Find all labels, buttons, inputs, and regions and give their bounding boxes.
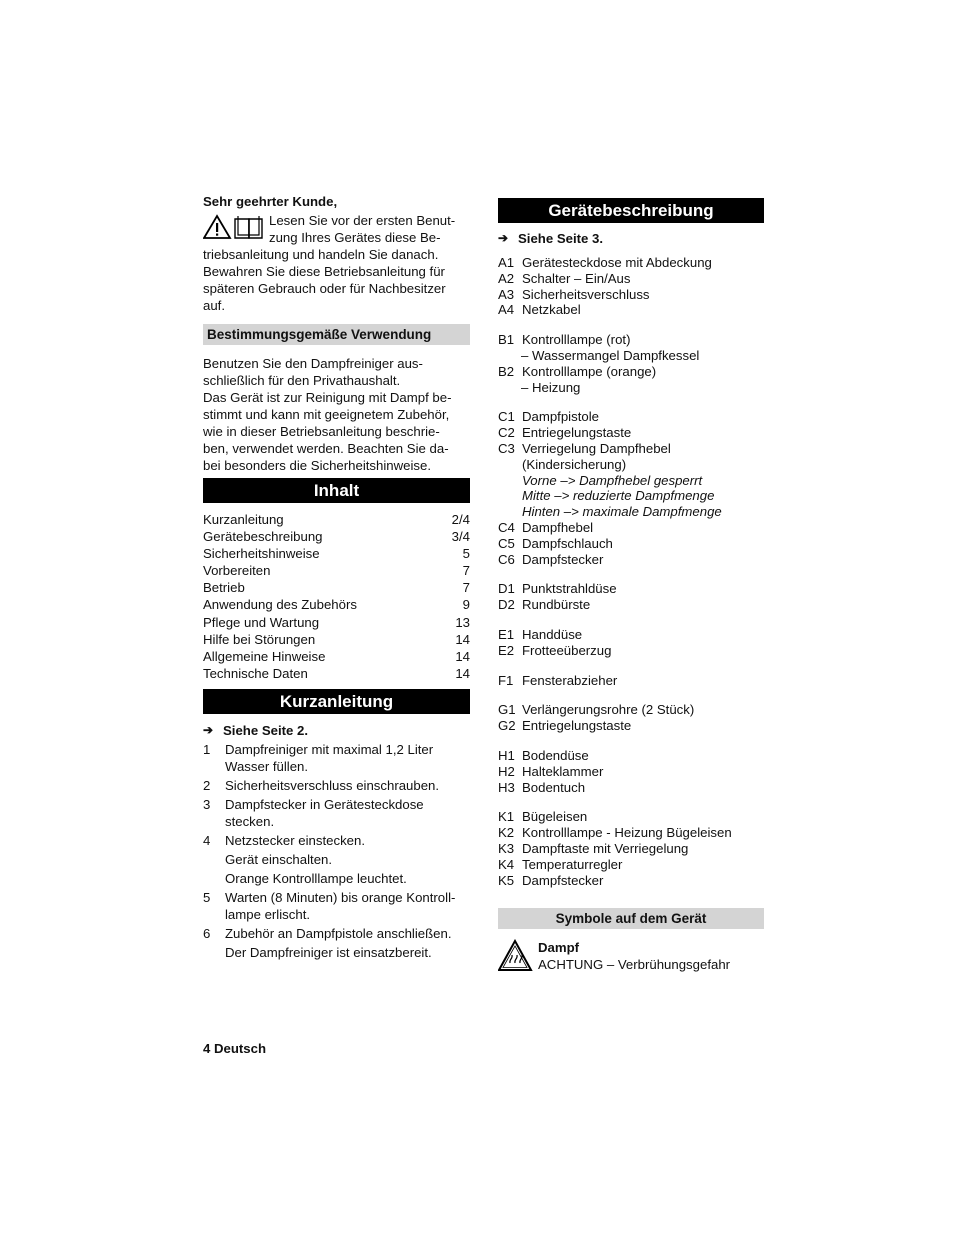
part-line: Handdüse xyxy=(522,626,583,642)
part-label xyxy=(522,520,764,536)
step-line: Dampfreiniger mit maximal 1,2 Liter xyxy=(225,741,434,757)
quick-step xyxy=(203,741,470,775)
step-note: Gerät einschalten. xyxy=(225,851,333,867)
part-label xyxy=(522,643,764,659)
step-line: Sicherheitsverschluss einschrauben. xyxy=(225,777,440,793)
step-line: Wasser füllen. xyxy=(225,758,309,774)
intended-use-line: bei besonders die Sicherheitshinweise. xyxy=(203,458,431,473)
part-code: K4 xyxy=(498,856,515,872)
toc-title: Pflege und Wartung xyxy=(203,614,320,630)
toc-row xyxy=(203,596,470,613)
toc-title: Gerätebeschreibung xyxy=(203,529,323,545)
quick-step xyxy=(203,777,470,794)
toc-page: 14 xyxy=(455,648,470,664)
right-column xyxy=(498,198,764,973)
toc-page: 5 xyxy=(462,546,470,562)
toc-title: Allgemeine Hinweise xyxy=(203,648,326,664)
intro-icons xyxy=(203,214,263,240)
part-code: E2 xyxy=(498,642,515,658)
step-line: stecken. xyxy=(225,813,275,829)
toc-row xyxy=(203,614,470,631)
part-line: Verlängerungsrohre (2 Stück) xyxy=(522,702,695,718)
toc-row xyxy=(203,511,470,528)
part-label xyxy=(522,271,764,287)
step-line: Zubehör an Dampfpistole anschließen. xyxy=(225,925,452,941)
part-code: E1 xyxy=(498,626,515,642)
step-text xyxy=(225,741,470,775)
part-line: Dampfstecker xyxy=(522,872,604,888)
step-note: Der Dampfreiniger ist einsatzbereit. xyxy=(225,944,432,960)
part-item xyxy=(498,748,764,764)
toc-page: 13 xyxy=(455,614,470,630)
device-heading: Gerätebeschreibung xyxy=(498,198,764,223)
part-line: Entriegelungstaste xyxy=(522,425,632,441)
part-group xyxy=(498,581,764,613)
toc-page: 14 xyxy=(455,631,470,647)
toc-title: Vorbereiten xyxy=(203,563,271,579)
toc-title: Betrieb xyxy=(203,580,245,596)
intended-use-line: wie in dieser Betriebsanleitung beschrie- xyxy=(203,424,440,439)
symbol-text: ACHTUNG – Verbrühungsgefahr xyxy=(538,957,731,973)
part-line: Fensterabzieher xyxy=(522,672,618,688)
part-code: C5 xyxy=(498,535,515,551)
part-line: – Wassermangel Dampfkessel xyxy=(521,347,700,363)
arrow-right-icon: ➔ xyxy=(203,722,214,737)
part-item xyxy=(498,857,764,873)
part-code: C1 xyxy=(498,409,515,425)
part-item xyxy=(498,520,764,536)
step-line: Warten (8 Minuten) bis orange Kontroll- xyxy=(225,889,456,905)
toc-page: 14 xyxy=(455,665,470,681)
part-line: Dampfhebel xyxy=(522,519,594,535)
greeting: Sehr geehrter Kunde, xyxy=(203,194,338,209)
part-group xyxy=(498,702,764,734)
symbols-heading: Symbole auf dem Gerät xyxy=(498,908,764,929)
part-label xyxy=(522,287,764,303)
part-label xyxy=(522,409,764,425)
part-code: G2 xyxy=(498,718,516,734)
part-line: Gerätesteckdose mit Abdeckung xyxy=(522,255,712,270)
part-line: Rundbürste xyxy=(522,597,591,613)
part-item xyxy=(498,302,764,318)
device-see-text: Siehe Seite 3. xyxy=(518,231,604,246)
toc-row xyxy=(203,648,470,665)
part-label xyxy=(522,780,764,796)
part-code: K3 xyxy=(498,840,515,856)
part-code: D2 xyxy=(498,597,515,613)
part-item xyxy=(498,627,764,643)
toc-title: Hilfe bei Störungen xyxy=(203,631,316,647)
toc-page: 7 xyxy=(462,563,470,579)
intended-use-text xyxy=(203,355,470,474)
part-label xyxy=(522,552,764,568)
part-label xyxy=(522,581,764,597)
step-text xyxy=(225,889,470,923)
part-item xyxy=(498,597,764,613)
part-group xyxy=(498,332,764,395)
manual-book-icon xyxy=(235,216,262,238)
part-label xyxy=(522,441,764,520)
step-text xyxy=(225,777,470,794)
step-number: 4 xyxy=(203,832,211,848)
part-label xyxy=(522,748,764,764)
part-item xyxy=(498,255,764,271)
part-option: Mitte –> reduzierte Dampfmenge xyxy=(522,488,715,504)
toc xyxy=(203,511,470,682)
intro-line: späteren Gebrauch oder für Nachbesitzer xyxy=(203,281,446,296)
part-code: K5 xyxy=(498,872,515,888)
part-line: Halteklammer xyxy=(522,763,604,779)
part-item xyxy=(498,643,764,659)
part-line: Kontrolllampe (orange) xyxy=(522,363,657,379)
part-group xyxy=(498,809,764,888)
part-line: Kontrolllampe (rot) xyxy=(522,332,631,348)
part-line: – Heizung xyxy=(521,379,581,395)
toc-page: 9 xyxy=(462,597,470,613)
part-group xyxy=(498,673,764,689)
quick-heading: Kurzanleitung xyxy=(203,689,470,714)
part-code: H2 xyxy=(498,763,515,779)
part-line: Bodentuch xyxy=(522,779,586,795)
quick-steps xyxy=(203,741,470,961)
part-group xyxy=(498,409,764,567)
intended-use-line: stimmt und kann mit geeignetem Zubehör, xyxy=(203,407,450,422)
step-line: lampe erlischt. xyxy=(225,906,311,922)
part-item xyxy=(498,425,764,441)
part-label xyxy=(522,764,764,780)
part-label xyxy=(522,718,764,734)
part-code: K2 xyxy=(498,825,515,841)
quick-step xyxy=(203,889,470,923)
part-item xyxy=(498,873,764,889)
step-line: Netzstecker einstecken. xyxy=(225,832,365,848)
part-item xyxy=(498,364,764,396)
part-code: C4 xyxy=(498,519,515,535)
part-item xyxy=(498,764,764,780)
toc-row xyxy=(203,562,470,579)
part-label xyxy=(522,841,764,857)
device-parts xyxy=(498,255,764,888)
part-item xyxy=(498,287,764,303)
intro-line: triebsanleitung und handeln Sie danach. xyxy=(203,247,439,262)
part-line: Entriegelungstaste xyxy=(522,718,632,734)
part-item xyxy=(498,825,764,841)
toc-page: 7 xyxy=(462,580,470,596)
part-item xyxy=(498,409,764,425)
intro-line: Lesen Sie vor der ersten Benut- xyxy=(269,213,456,228)
part-option: Hinten –> maximale Dampfmenge xyxy=(522,504,722,520)
part-item xyxy=(498,702,764,718)
part-item xyxy=(498,271,764,287)
toc-title: Kurzanleitung xyxy=(203,512,284,527)
part-code: D1 xyxy=(498,581,515,597)
part-code: C6 xyxy=(498,551,515,567)
intro xyxy=(203,212,470,314)
part-line: Bodendüse xyxy=(522,747,589,763)
part-item xyxy=(498,536,764,552)
step-number: 3 xyxy=(203,796,211,812)
part-label xyxy=(522,809,764,825)
toc-page: 2/4 xyxy=(451,512,470,527)
part-code: H3 xyxy=(498,779,515,795)
part-item xyxy=(498,441,764,520)
quick-step xyxy=(203,832,470,849)
part-code: B2 xyxy=(498,363,515,379)
part-code: B1 xyxy=(498,332,515,348)
part-label xyxy=(522,857,764,873)
step-text xyxy=(225,925,470,942)
part-item xyxy=(498,552,764,568)
part-code: H1 xyxy=(498,747,515,763)
part-label xyxy=(522,873,764,889)
part-item xyxy=(498,332,764,364)
quick-see-reference xyxy=(203,722,470,739)
part-line: Punktstrahldüse xyxy=(522,581,617,597)
toc-title: Technische Daten xyxy=(203,665,308,681)
step-number: 6 xyxy=(203,925,211,941)
symbol-row xyxy=(498,939,764,973)
part-item xyxy=(498,841,764,857)
toc-row xyxy=(203,545,470,562)
part-code: C3 xyxy=(498,440,515,456)
intended-use-line: schließlich für den Privathaushalt. xyxy=(203,373,401,388)
part-line: Dampfstecker xyxy=(522,551,604,567)
toc-row xyxy=(203,631,470,648)
part-group xyxy=(498,627,764,659)
part-label xyxy=(522,673,764,689)
part-group xyxy=(498,748,764,795)
part-option: Vorne –> Dampfhebel gesperrt xyxy=(522,472,703,488)
toc-title: Sicherheitshinweise xyxy=(203,546,320,562)
part-label xyxy=(522,332,764,364)
part-code: C2 xyxy=(498,425,515,441)
quick-see-text: Siehe Seite 2. xyxy=(223,722,309,738)
intro-line: auf. xyxy=(203,298,225,313)
symbol-title: Dampf xyxy=(538,940,580,956)
part-label xyxy=(522,627,764,643)
part-label xyxy=(522,597,764,613)
part-label xyxy=(522,364,764,396)
part-code: A4 xyxy=(498,302,515,318)
arrow-right-icon: ➔ xyxy=(498,231,509,245)
toc-title: Anwendung des Zubehörs xyxy=(203,597,357,613)
step-text xyxy=(225,796,470,830)
part-code: A1 xyxy=(498,255,515,270)
intro-line: Bewahren Sie diese Betriebsanleitung für xyxy=(203,264,445,279)
part-line: Schalter – Ein/Aus xyxy=(522,270,631,286)
quick-step xyxy=(203,796,470,830)
quick-step xyxy=(203,925,470,942)
step-number: 2 xyxy=(203,777,211,793)
part-line: Dampftaste mit Verriegelung xyxy=(522,840,689,856)
part-item xyxy=(498,673,764,689)
part-line: (Kindersicherung) xyxy=(522,456,627,472)
step-note: Orange Kontrolllampe leuchtet. xyxy=(225,870,407,886)
step-number: 5 xyxy=(203,889,211,905)
steam-hazard-icon xyxy=(498,939,534,973)
part-label xyxy=(522,302,764,318)
part-line: Kontrolllampe - Heizung Bügeleisen xyxy=(522,825,732,841)
intended-use-line: Das Gerät ist zur Reinigung mit Dampf be- xyxy=(203,390,452,405)
toc-row xyxy=(203,528,470,545)
intended-use-line: Benutzen Sie den Dampfreiniger aus- xyxy=(203,356,423,371)
toc-page: 3/4 xyxy=(451,529,470,545)
part-code: F1 xyxy=(498,672,514,688)
step-line: Dampfstecker in Gerätesteckdose xyxy=(225,796,424,812)
part-label xyxy=(522,825,764,841)
toc-heading: Inhalt xyxy=(203,478,470,503)
toc-row xyxy=(203,665,470,682)
part-label xyxy=(522,536,764,552)
part-item xyxy=(498,780,764,796)
device-see-reference xyxy=(498,230,764,247)
toc-row xyxy=(203,579,470,596)
intro-line: zung Ihres Gerätes diese Be- xyxy=(269,230,441,245)
part-line: Verriegelung Dampfhebel xyxy=(522,440,671,456)
part-line: Frotteeüberzug xyxy=(522,642,612,658)
step-text xyxy=(225,832,470,849)
part-line: Netzkabel xyxy=(522,302,581,318)
part-code: G1 xyxy=(498,702,516,718)
part-line: Dampfschlauch xyxy=(522,535,613,551)
part-item xyxy=(498,581,764,597)
left-column xyxy=(203,193,470,963)
part-line: Sicherheitsverschluss xyxy=(522,286,650,302)
part-code: A2 xyxy=(498,270,515,286)
part-code: A3 xyxy=(498,286,515,302)
warning-triangle-icon xyxy=(204,216,230,238)
part-label xyxy=(522,425,764,441)
part-group xyxy=(498,255,764,318)
intended-use-heading: Bestimmungsgemäße Verwendung xyxy=(203,324,470,345)
step-number: 1 xyxy=(203,741,211,757)
intended-use-line: ben, verwendet werden. Beachten Sie da- xyxy=(203,441,449,456)
part-line: Bügeleisen xyxy=(522,809,588,825)
part-label xyxy=(522,702,764,718)
part-item xyxy=(498,809,764,825)
part-line: Temperaturregler xyxy=(522,856,623,872)
page-footer: 4 Deutsch xyxy=(203,1041,267,1056)
part-item xyxy=(498,718,764,734)
part-code: K1 xyxy=(498,809,515,825)
part-line: Dampfpistole xyxy=(522,409,599,425)
part-label xyxy=(522,255,764,271)
